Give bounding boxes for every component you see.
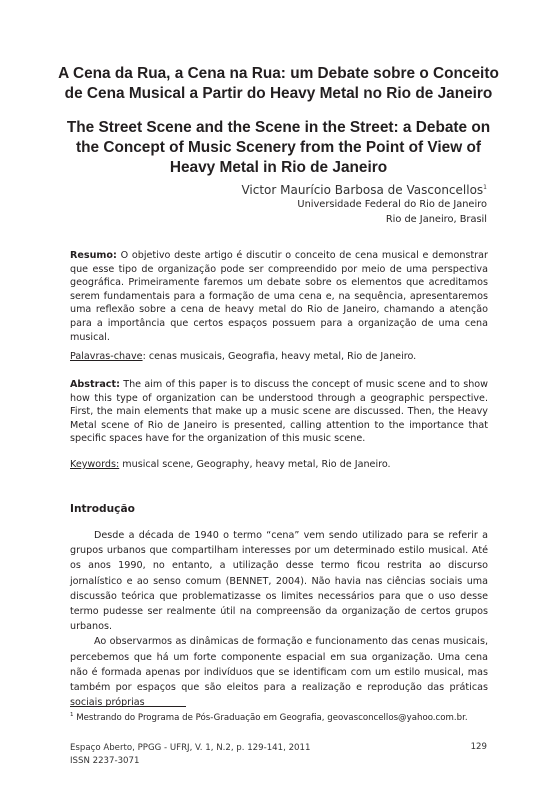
section-heading-introducao: Introdução — [70, 503, 135, 515]
title-pt-line-1: A Cena da Rua, a Cena na Rua: um Debate sobre o Conceito — [58, 65, 499, 82]
author-name — [241, 183, 487, 197]
footnote-text: Mestrando do Programa de Pós-Graduação em Geografia, geovasconcellos@yahoo.com.br. — [73, 712, 468, 723]
title-pt-line-2: de Cena Musical a Partir do Heavy Metal no Rio de Janeiro — [64, 85, 493, 102]
keywords-pt-label: Palavras-chave — [70, 351, 143, 362]
title-en-line-3: Heavy Metal in Rio de Janeiro — [169, 159, 388, 176]
author-location: Rio de Janeiro, Brasil — [385, 214, 487, 225]
footnote — [70, 712, 488, 723]
abstract-pt-text: O objetivo deste artigo é discutir o conceito de cena musical e demonstrar que esse tipo de organização pode ser compreendido por meio de uma perspectiva geográfica. Primeiramente faremos um debate sobre os elementos que acreditamos serem fundamentais para a formação de uma cena e, na sequência, apresentaremos uma reflexão sobre a cena de heavy metal do Rio de Janeiro, chamando a atenção para a importância que certos espaços possuem para a organização de uma cena musical. — [70, 250, 488, 343]
author-footnote-mark: 1 — [483, 184, 487, 191]
footnote-mark: 1 — [70, 712, 74, 718]
keywords-portuguese — [70, 350, 488, 364]
abstract-en-text: The aim of this paper is to discuss the concept of music scene and to show how this type of organization can be understood through a geographic perspective. First, the main elements that make up a music scene are discussed. Then, the Heavy Metal scene of Rio de Janeiro is presented, calling attention to the importance that specific spaces have for the organization of this music scene. — [70, 379, 488, 445]
keywords-en-text: musical scene, Geography, heavy metal, Rio de Janeiro. — [119, 459, 391, 470]
keywords-en-label: Keywords: — [70, 459, 120, 470]
title-english — [40, 118, 517, 178]
keywords-pt-text: : cenas musicais, Geografia, heavy metal, Rio de Janeiro. — [142, 351, 417, 362]
footer-issn: ISSN 2237-3071 — [70, 756, 140, 766]
body-paragraph-1: Desde a década de 1940 o termo “cena” vem sendo utilizado para se referir a grupos urbanos que compartilham interesses por um determinado estilo musical. Até os anos 1990, no entanto, a utilização desse termo ficou restrita ao discurso jornalístico e ao senso comum (BENNET, 2004). Não havia nas ciências sociais uma discussão teórica que problematizasse os limites necessários para que o uso desse termo pudesse ser realmente útil na compreensão da organização de certos grupos urbanos. — [70, 530, 488, 633]
author-affiliation: Universidade Federal do Rio de Janeiro — [297, 199, 487, 210]
author-name-text: Victor Maurício Barbosa de Vasconcellos — [241, 183, 484, 197]
title-en-line-1: The Street Scene and the Scene in the Street: a Debate on — [66, 119, 491, 136]
body-text — [70, 528, 488, 710]
abstract-pt-label: Resumo: — [70, 250, 117, 261]
abstract-english — [70, 378, 488, 446]
footnote-divider — [70, 706, 186, 707]
abstract-en-label: Abstract: — [70, 379, 120, 390]
title-en-line-2: the Concept of Music Scenery from the Point of View of — [75, 139, 482, 156]
abstract-portuguese — [70, 249, 488, 344]
body-paragraph-2: Ao observarmos as dinâmicas de formação e funcionamento das cenas musicais, percebemos que há um forte componente espacial em sua organização. Uma cena não é formada apenas por indivíduos que se identificam com um estilo musical, mas também por espaços que são eleitos para a realização e reprodução das práticas sociais próprias — [70, 636, 488, 709]
title-portuguese — [40, 64, 517, 104]
footer-journal: Espaço Aberto, PPGG - UFRJ, V. 1, N.2, p. 129-141, 2011 — [70, 743, 311, 753]
page-number: 129 — [470, 742, 487, 752]
keywords-english — [70, 458, 488, 472]
page-footer — [70, 742, 310, 768]
